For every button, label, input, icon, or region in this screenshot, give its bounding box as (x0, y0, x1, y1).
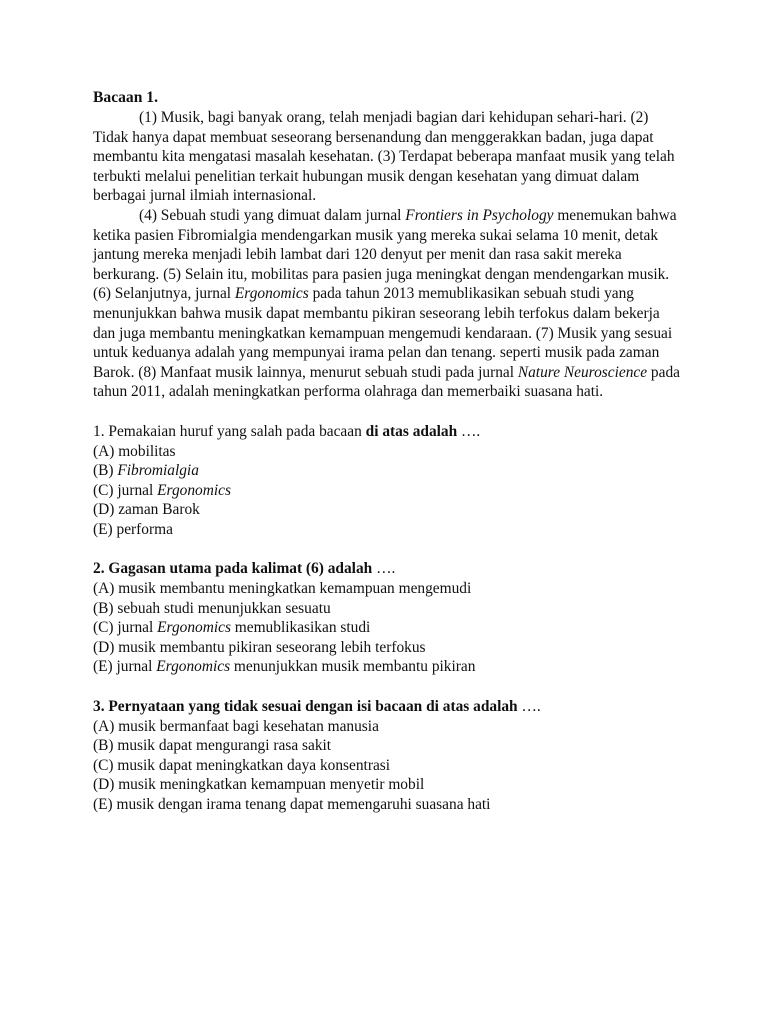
question-prompt (93, 559, 681, 579)
text-run: (C) musik dapat meningkatkan daya konsentrasi (93, 756, 391, 774)
reading-title: Bacaan 1. (93, 89, 158, 106)
text-run: Fibromialgia (117, 462, 199, 480)
document-content (93, 88, 681, 815)
text-run: (B) musik dapat mengurangi rasa sakit (93, 737, 332, 755)
text-run: (E) musik dengan irama tenang dapat memengaruhi suasana hati (93, 796, 491, 813)
answer-option (93, 717, 681, 737)
question-block (93, 697, 681, 815)
text-run: Frontiers in Psychology (405, 206, 554, 224)
text-run: (1) Musik, bagi banyak orang, telah menjadi bagian dari kehidupan sehari-hari. (2) Tidak hanya dapat membuat seseorang bersenandung dan menggerakkan badan, juga dapat membantu kita mengatasi masalah kesehatan. (3) Terdapat beberapa manfaat musik yang telah terbukti melalui penelitian terkait hubungan musik dengan kesehatan yang dimuat dalam berbagai jurnal ilmiah internasional. (93, 109, 675, 205)
answer-option (93, 461, 681, 481)
text-run: memublikasikan studi (230, 619, 371, 637)
text-run: (E) performa (93, 520, 173, 538)
text-run: …. (517, 698, 541, 716)
text-run: …. (457, 422, 481, 440)
text-run: (D) musik meningkatkan kemampuan menyetir mobil (93, 776, 425, 794)
text-run: …. (372, 560, 396, 578)
answer-option (93, 795, 681, 815)
text-run: 2. Gagasan utama pada kalimat (6) adalah (93, 560, 373, 578)
answer-option (93, 657, 681, 677)
question-list (93, 422, 681, 815)
text-run: (D) zaman Barok (93, 501, 200, 519)
answer-option (93, 500, 681, 520)
text-run: Ergonomics (156, 658, 231, 676)
text-run: (E) jurnal (93, 658, 157, 676)
text-run: di atas adalah (365, 422, 458, 440)
text-run: 3. Pernyataan yang tidak sesuai dengan isi bacaan di atas adalah (93, 698, 518, 716)
question-prompt (93, 422, 681, 442)
paragraph (93, 108, 681, 206)
answer-option (93, 618, 681, 638)
paragraph (93, 206, 681, 402)
text-run: (A) musik membantu meningkatkan kemampuan mengemudi (93, 580, 472, 598)
answer-option (93, 599, 681, 619)
answer-option (93, 756, 681, 776)
text-run: (C) jurnal (93, 481, 158, 499)
question-block (93, 422, 681, 540)
text-run: Ergonomics (157, 481, 231, 499)
options-list (93, 442, 681, 540)
text-run: Nature Neuroscience (517, 363, 648, 381)
text-run: (B) sebuah studi menunjukkan sesuatu (93, 599, 331, 617)
text-run: menunjukkan musik membantu pikiran (230, 658, 476, 676)
answer-option (93, 442, 681, 462)
text-run: (A) musik bermanfaat bagi kesehatan manusia (93, 717, 379, 735)
answer-option (93, 579, 681, 599)
answer-option (93, 775, 681, 795)
text-run: 1. Pemakaian huruf yang salah pada bacaan (93, 422, 366, 440)
reading-passage (93, 108, 681, 402)
text-run: (A) mobilitas (93, 442, 176, 460)
text-run: Ergonomics (234, 285, 309, 303)
text-run: (B) (93, 462, 118, 480)
text-run: pada tahun 2011, adalah meningkatkan performa olahraga dan memerbaiki suasana hati. (93, 363, 680, 401)
options-list (93, 579, 681, 677)
text-run: (C) jurnal (93, 619, 158, 637)
answer-option (93, 638, 681, 658)
text-run: Ergonomics (157, 619, 231, 637)
answer-option (93, 736, 681, 756)
options-list (93, 717, 681, 815)
text-run: (D) musik membantu pikiran seseorang lebih terfokus (93, 638, 426, 656)
text-run: menemukan bahwa ketika pasien Fibromialgia mendengarkan musik yang mereka sukai selama 10 menit, detak jantung mereka menjadi lebih lambat dari 120 denyut per menit dan rasa sakit mereka berkurang. (5) Selain itu, mobilitas para pasien juga meningkat dengan mendengarkan musik. (6) Selanjutnya, jurnal (93, 206, 677, 303)
answer-option (93, 481, 681, 501)
text-run: (4) Sebuah studi yang dimuat dalam jurnal (139, 206, 406, 224)
question-block (93, 559, 681, 677)
answer-option (93, 520, 681, 540)
text-run: pada tahun 2013 memublikasikan sebuah studi yang menunjukkan bahwa musik dapat membantu pikiran seseorang lebih terfokus dalam bekerja dan juga membantu meningkatkan kemampuan mengemudi kendaraan. (7) Musik yang sesuai untuk keduanya adalah yang mempunyai irama pelan dan tenang. seperti musik pada zaman Barok. (8) Manfaat musik lainnya, menurut sebuah studi pada jurnal (93, 285, 673, 381)
question-prompt (93, 697, 681, 717)
